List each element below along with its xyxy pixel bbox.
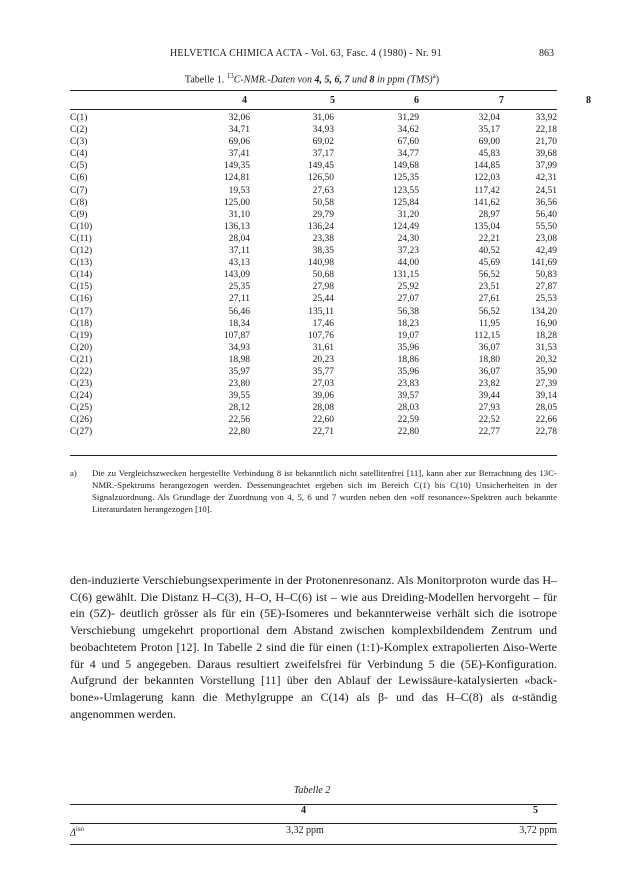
table-row bbox=[70, 197, 557, 209]
table-cell: 18,86 bbox=[397, 354, 419, 365]
table-cell: 22,77 bbox=[478, 427, 500, 438]
table-row bbox=[70, 281, 557, 293]
table-cell: 69,06 bbox=[228, 137, 250, 148]
row-label: C(18) bbox=[70, 318, 93, 329]
table-row bbox=[70, 354, 557, 366]
table1-caption-tail: in ppm (TMS) bbox=[374, 74, 433, 86]
table-cell: 135,11 bbox=[308, 306, 334, 317]
row-label: C(4) bbox=[70, 149, 88, 160]
row-label: C(25) bbox=[70, 403, 93, 414]
table-cell: 149,45 bbox=[307, 161, 334, 172]
table-cell: 44,00 bbox=[397, 258, 419, 269]
journal-title: HELVETICA CHIMICA ACTA - Vol. 63, Fasc. 4 (1980) - Nr. 91 bbox=[170, 48, 442, 59]
table-cell: 37,23 bbox=[397, 246, 419, 257]
row-label: C(19) bbox=[70, 330, 93, 341]
table-cell: 22,18 bbox=[535, 125, 557, 136]
table1-caption: Tabelle 1. $^{13}$C-NMR.-Daten von 4, 5, 6, 7 und 8 in ppm (TMS)$^a$) bbox=[184, 72, 440, 86]
body-text bbox=[70, 572, 557, 722]
row-label: C(2) bbox=[70, 125, 88, 136]
table-cell: 123,55 bbox=[392, 185, 419, 196]
table-cell: 45,69 bbox=[478, 258, 500, 269]
table-cell: 27,11 bbox=[228, 294, 250, 305]
table-row bbox=[70, 306, 557, 318]
table1-caption-italic: C-NMR.-Daten von bbox=[233, 74, 315, 86]
row-label: C(8) bbox=[70, 197, 88, 208]
table-cell: 18,23 bbox=[397, 318, 419, 329]
table2-header-5: 5 bbox=[533, 805, 538, 816]
table-cell: 16,90 bbox=[535, 318, 557, 329]
table-cell: 28,08 bbox=[312, 403, 334, 414]
table-cell: 131,15 bbox=[392, 270, 419, 281]
table-cell: 36,07 bbox=[478, 342, 500, 353]
table-cell: 35,17 bbox=[478, 125, 500, 136]
table-cell: 50,83 bbox=[535, 270, 557, 281]
table-cell: 18,34 bbox=[228, 318, 250, 329]
table-row bbox=[70, 136, 557, 148]
table-cell: 39,55 bbox=[228, 391, 250, 402]
table-cell: 149,35 bbox=[223, 161, 250, 172]
table1-header-row bbox=[70, 92, 591, 108]
table-row bbox=[70, 160, 557, 172]
table-cell: 28,03 bbox=[397, 403, 419, 414]
table-cell: 35,90 bbox=[535, 366, 557, 377]
table-cell: 31,29 bbox=[397, 113, 419, 123]
table-cell: 134,20 bbox=[530, 306, 557, 317]
table-row bbox=[70, 390, 557, 402]
table-row bbox=[70, 233, 557, 245]
table-cell: 23,82 bbox=[478, 379, 500, 390]
table-cell: 43,13 bbox=[228, 258, 250, 269]
table-cell: 19,07 bbox=[397, 330, 419, 341]
table-cell: 55,50 bbox=[535, 221, 557, 232]
table-cell: 32,04 bbox=[478, 113, 500, 123]
table-cell: 36,56 bbox=[535, 197, 557, 208]
table-cell: 18,98 bbox=[228, 354, 250, 365]
table-cell: 136,24 bbox=[307, 221, 334, 232]
table-cell: 22,60 bbox=[312, 415, 334, 426]
table-cell: 22,56 bbox=[228, 415, 250, 426]
table1-caption-compound-8: 8 bbox=[369, 74, 375, 86]
table-cell: 24,51 bbox=[535, 185, 557, 196]
table-cell: 27,39 bbox=[535, 379, 557, 390]
table-row bbox=[70, 124, 557, 136]
table-row bbox=[70, 414, 557, 426]
table-cell: 56,46 bbox=[228, 306, 250, 317]
table-row bbox=[70, 366, 557, 378]
table-cell: 136,13 bbox=[223, 221, 250, 232]
table-cell: 28,12 bbox=[228, 403, 250, 414]
table-cell: 25,53 bbox=[535, 294, 557, 305]
table-cell: 35,96 bbox=[397, 366, 419, 377]
row-label: C(13) bbox=[70, 258, 93, 269]
table-cell: 20,23 bbox=[312, 354, 334, 365]
table1-caption-prefix: Tabelle 1. bbox=[184, 74, 227, 86]
table2-bottom-rule bbox=[70, 844, 557, 845]
table-cell: 34,93 bbox=[228, 342, 250, 353]
table-cell: 37,99 bbox=[535, 161, 557, 172]
table-cell: 27,63 bbox=[312, 185, 334, 196]
table-cell: 23,38 bbox=[312, 233, 334, 244]
table-cell: 20,32 bbox=[535, 354, 557, 365]
table-cell: 23,80 bbox=[228, 379, 250, 390]
page-number: 863 bbox=[539, 48, 554, 59]
table-cell: 27,93 bbox=[478, 403, 500, 414]
table-row bbox=[70, 172, 557, 184]
table1-body bbox=[70, 112, 557, 439]
row-label: C(10) bbox=[70, 221, 93, 232]
table-cell: 125,84 bbox=[392, 197, 419, 208]
table-cell: 31,20 bbox=[397, 209, 419, 220]
table-cell: 37,11 bbox=[228, 246, 250, 257]
table-cell: 125,00 bbox=[223, 197, 250, 208]
table-row bbox=[70, 293, 557, 305]
table-cell: 27,07 bbox=[397, 294, 419, 305]
table1-caption-compounds: 4, 5, 6, 7 bbox=[314, 74, 350, 86]
table-cell: 28,05 bbox=[535, 403, 557, 414]
table-cell: 34,71 bbox=[228, 125, 250, 136]
table-cell: 31,10 bbox=[228, 209, 250, 220]
table-cell: 19,53 bbox=[228, 185, 250, 196]
table-cell: 144,85 bbox=[473, 161, 500, 172]
table-cell: 34,62 bbox=[397, 125, 419, 136]
table-cell: 22,52 bbox=[478, 415, 500, 426]
row-label: C(26) bbox=[70, 415, 93, 426]
table2-header-4: 4 bbox=[301, 805, 306, 816]
table-row bbox=[70, 330, 557, 342]
table-cell: 39,14 bbox=[535, 391, 557, 402]
row-label: C(6) bbox=[70, 173, 88, 184]
table2-top-rule bbox=[70, 804, 557, 805]
table-cell: 50,58 bbox=[312, 197, 334, 208]
row-label: C(12) bbox=[70, 246, 93, 257]
table-cell: 23,08 bbox=[535, 233, 557, 244]
table-cell: 56,52 bbox=[478, 270, 500, 281]
table-row bbox=[70, 342, 557, 354]
table-cell: 27,98 bbox=[312, 282, 334, 293]
table-cell: 22,80 bbox=[228, 427, 250, 438]
table-cell: 11,95 bbox=[478, 318, 500, 329]
table2-value-5: 3,72 ppm bbox=[519, 825, 557, 836]
row-label: C(21) bbox=[70, 354, 93, 365]
table-cell: 117,42 bbox=[474, 185, 500, 196]
table2-header-rule bbox=[70, 823, 557, 824]
table-cell: 27,61 bbox=[478, 294, 500, 305]
table-cell: 24,30 bbox=[397, 233, 419, 244]
running-head bbox=[70, 48, 554, 64]
table2-row-label-sup: iso bbox=[75, 825, 85, 833]
table2-row-label bbox=[70, 825, 84, 838]
table-cell: 45,83 bbox=[478, 149, 500, 160]
table2-caption: Tabelle 2 bbox=[293, 785, 331, 796]
table-cell: 22,80 bbox=[397, 427, 419, 438]
table-row bbox=[70, 209, 557, 221]
table1-header-8: 8 bbox=[586, 95, 591, 106]
table-cell: 124,49 bbox=[392, 221, 419, 232]
table-cell: 35,96 bbox=[397, 342, 419, 353]
table-row bbox=[70, 221, 557, 233]
table-cell: 107,87 bbox=[223, 330, 250, 341]
table-row bbox=[70, 318, 557, 330]
row-label: C(16) bbox=[70, 294, 93, 305]
table-cell: 56,40 bbox=[535, 209, 557, 220]
table-cell: 135,04 bbox=[473, 221, 500, 232]
table-row bbox=[70, 257, 557, 269]
table-cell: 18,28 bbox=[535, 330, 557, 341]
table-cell: 22,66 bbox=[535, 415, 557, 426]
row-label: C(14) bbox=[70, 270, 93, 281]
table-cell: 21,70 bbox=[535, 137, 557, 148]
table2-value-4: 3,32 ppm bbox=[286, 825, 324, 836]
table-cell: 37,17 bbox=[312, 149, 334, 160]
table-cell: 67,60 bbox=[397, 137, 419, 148]
table-cell: 18,80 bbox=[478, 354, 500, 365]
table1-header-6: 6 bbox=[414, 95, 419, 106]
table-cell: 28,04 bbox=[228, 233, 250, 244]
table-cell: 17,46 bbox=[312, 318, 334, 329]
table-cell: 25,35 bbox=[228, 282, 250, 293]
table1-caption-note: a bbox=[432, 72, 436, 80]
row-label: C(3) bbox=[70, 137, 88, 148]
row-label: C(22) bbox=[70, 366, 93, 377]
table-cell: 22,21 bbox=[478, 233, 500, 244]
table-cell: 112,15 bbox=[474, 330, 500, 341]
table-cell: 23,51 bbox=[478, 282, 500, 293]
table-cell: 22,59 bbox=[397, 415, 419, 426]
table-cell: 69,02 bbox=[312, 137, 334, 148]
table-cell: 34,93 bbox=[312, 125, 334, 136]
table-cell: 124,81 bbox=[223, 173, 250, 184]
table-cell: 27,03 bbox=[312, 379, 334, 390]
table-cell: 143,09 bbox=[223, 270, 250, 281]
table1-top-rule bbox=[70, 90, 557, 91]
table-row bbox=[70, 112, 557, 124]
body-paragraph: den-induzierte Verschiebungsexperimente in der Protonenresonanz. Als Monitorproton wurde das H–C(6) gewählt. Die Distanz H–C(3), H–O, H–C(6) ist – wie aus Dreiding-Modellen hervorgeht – für ein (5Z)- deutlich grösser als für ein (5E)-Isomeres und bekannterweise verhält sich die isotrope Verschiebung umgekehrt proportional dem Abstand zwischen komplexbildendem Zentrum und beobachtetem Proton [12]. In Tabelle 2 sind die für einen (1:1)-Komplex extrapolierten Δiso-Werte für 4 und 5 angegeben. Daraus resultiert zweifelsfrei für Verbindung 5 die (5E)-Konfiguration. Aufgrund der bekannten Vorstellung [11] über den Ablauf der Lewissäure-katalysierten «back-bone»-Umlagerung kann die Methylgruppe an C(14) als β- und das H–C(8) als α-ständig angenommen werden. bbox=[70, 573, 557, 721]
table-cell: 39,57 bbox=[397, 391, 419, 402]
table-cell: 35,77 bbox=[312, 366, 334, 377]
table2-row-label-symbol: Δ bbox=[70, 827, 76, 839]
table-row bbox=[70, 426, 557, 438]
row-label: C(9) bbox=[70, 209, 88, 220]
table1-header-5: 5 bbox=[330, 95, 335, 106]
table1-header-4: 4 bbox=[242, 95, 247, 106]
table-cell: 31,53 bbox=[535, 342, 557, 353]
table-row bbox=[70, 269, 557, 281]
table-cell: 56,38 bbox=[397, 306, 419, 317]
row-label: C(27) bbox=[70, 427, 93, 438]
row-label: C(17) bbox=[70, 306, 93, 317]
footnote-text: Die zu Vergleichszwecken hergestellte Verbindung 8 ist bekanntlich nicht satellitenfrei [11], kann aber zur Betrachtung des 13C-NMR.-Spektrums herangezogen werden. Dessenungeachtet ergeben sich im Bereich C(1) bis C(10) Unsicherheiten in der Signalzuordnung. Als Grundlage der Zuordnung von 4, 5, 6 und 7 wurden neben den «off resonance»-Spektren auch bekannte Literaturdaten herangezogen [10]. bbox=[92, 468, 557, 514]
table-cell: 40,52 bbox=[478, 246, 500, 257]
footnote-mark: a) bbox=[70, 468, 77, 478]
table-cell: 38,35 bbox=[312, 246, 334, 257]
table-row bbox=[70, 245, 557, 257]
table-cell: 32,06 bbox=[228, 113, 250, 123]
table1-header-rule bbox=[70, 109, 557, 110]
table-cell: 25,44 bbox=[312, 294, 334, 305]
table-cell: 125,35 bbox=[392, 173, 419, 184]
table1 bbox=[70, 92, 591, 438]
table-cell: 39,06 bbox=[312, 391, 334, 402]
table-cell: 39,68 bbox=[535, 149, 557, 160]
table-row bbox=[70, 378, 557, 390]
table-cell: 22,78 bbox=[535, 427, 557, 438]
table-cell: 69,00 bbox=[478, 137, 500, 148]
table-row bbox=[70, 185, 557, 197]
table-cell: 141,69 bbox=[530, 258, 557, 269]
table-cell: 107,76 bbox=[307, 330, 334, 341]
table1-bottom-rule bbox=[70, 455, 557, 456]
table-cell: 25,92 bbox=[397, 282, 419, 293]
table-cell: 37,41 bbox=[228, 149, 250, 160]
row-label: C(15) bbox=[70, 282, 93, 293]
table-cell: 122,03 bbox=[473, 173, 500, 184]
table1-caption-und: und bbox=[349, 74, 370, 86]
row-label: C(11) bbox=[70, 233, 92, 244]
table-cell: 23,83 bbox=[397, 379, 419, 390]
table-row bbox=[70, 148, 557, 160]
row-label: C(20) bbox=[70, 342, 93, 353]
table-cell: 27,87 bbox=[535, 282, 557, 293]
table-cell: 126,50 bbox=[307, 173, 334, 184]
row-label: C(24) bbox=[70, 391, 93, 402]
table-cell: 42,31 bbox=[535, 173, 557, 184]
table-cell: 31,06 bbox=[312, 113, 334, 123]
table-cell: 34,77 bbox=[397, 149, 419, 160]
table-cell: 35,97 bbox=[228, 366, 250, 377]
table-cell: 56,52 bbox=[478, 306, 500, 317]
table-cell: 50,68 bbox=[312, 270, 334, 281]
table1-header-7: 7 bbox=[499, 95, 504, 106]
table-cell: 149,68 bbox=[392, 161, 419, 172]
table1-caption-sup: 13 bbox=[226, 72, 234, 80]
table-cell: 141,62 bbox=[473, 197, 500, 208]
table-cell: 42,49 bbox=[535, 246, 557, 257]
row-label: C(1) bbox=[70, 113, 88, 123]
table-cell: 22,71 bbox=[312, 427, 334, 438]
row-label: C(7) bbox=[70, 185, 88, 196]
row-label: C(5) bbox=[70, 161, 88, 172]
table-cell: 36,07 bbox=[478, 366, 500, 377]
table-cell: 39,44 bbox=[478, 391, 500, 402]
row-label: C(23) bbox=[70, 379, 93, 390]
table-row bbox=[70, 402, 557, 414]
table-cell: 29,79 bbox=[312, 209, 334, 220]
table-cell: 33,92 bbox=[535, 113, 557, 123]
table-cell: 31,61 bbox=[312, 342, 334, 353]
table-cell: 28,97 bbox=[478, 209, 500, 220]
table-cell: 140,98 bbox=[307, 258, 334, 269]
